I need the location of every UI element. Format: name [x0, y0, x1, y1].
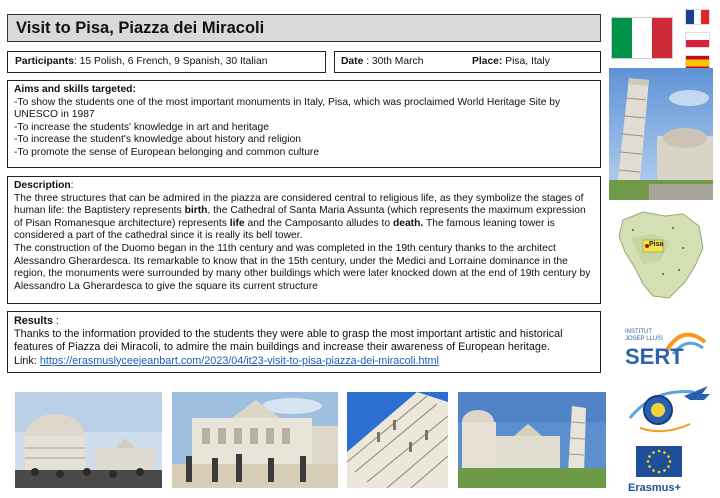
- date-value: : 30th March: [363, 56, 424, 67]
- participants-line: [15, 56, 267, 69]
- baptistery-photo: [15, 392, 162, 488]
- results-text: Thanks to the information provided to the students they were able to grasp the most important artistic and historical features of Piazza dei Miracoli, to admire the main buildings and increase their awareness of European heritage.: [14, 328, 563, 354]
- map-pisa-label: Pisa: [649, 241, 664, 248]
- sert-small-text: INSTITUT JOSEP LLUÍS: [625, 329, 663, 342]
- aims-item: -To increase the students' knowledge in art and heritage: [14, 121, 269, 133]
- tuscany-map: [613, 208, 707, 304]
- leaning-tower-photo: [609, 68, 713, 200]
- results-box: [7, 311, 601, 373]
- page-title: Visit to Pisa, Piazza dei Miracoli: [16, 19, 265, 37]
- eu-flag-icon: [636, 446, 682, 477]
- poland-flag-icon: [685, 32, 710, 48]
- aims-item: -To promote the sense of European belonging and common culture: [14, 146, 320, 158]
- description-box: [7, 176, 601, 304]
- cathedral-photo: [172, 392, 338, 488]
- emphasis-life: life: [229, 217, 245, 229]
- participants-label: Participants: [15, 56, 74, 67]
- results-heading: Results: [14, 315, 54, 327]
- emphasis-death: death.: [392, 217, 424, 229]
- piazza-panorama-photo: [458, 392, 606, 488]
- sert-logo: [623, 320, 707, 380]
- participants-value: : 15 Polish, 6 French, 9 Spanish, 30 Italian: [73, 56, 268, 67]
- aims-item: -To show the students one of the most important monuments in Italy, Pisa, which was proclaimed World Heritage Site by UNESCO in 1987: [14, 96, 561, 121]
- erasmus-label: Erasmus+: [628, 482, 681, 494]
- france-flag-icon: [685, 9, 710, 25]
- sert-big-text: SERT: [625, 344, 684, 369]
- description-text: The three structures that can be admired in the piazza are considered central to religious life, as they symbolize the stages of human life: the Baptistery represents: [14, 192, 584, 217]
- title-box: [7, 14, 601, 42]
- date-line: [341, 56, 423, 69]
- description-text: and the Camposanto alludes to: [244, 217, 393, 229]
- results-heading-line: [14, 315, 594, 328]
- description-heading-line: [14, 180, 594, 193]
- aims-heading: Aims and skills targeted:: [14, 84, 136, 95]
- description-paragraph-1: [14, 193, 594, 243]
- description-heading: Description: [14, 180, 71, 191]
- tower-closeup-photo: [347, 392, 448, 488]
- participants-box: [7, 51, 326, 73]
- place-label: Place:: [472, 56, 503, 67]
- place-line: [472, 56, 550, 69]
- date-label: Date: [341, 56, 364, 67]
- aims-box: [7, 80, 601, 168]
- date-place-box: [334, 51, 601, 73]
- results-link-line: [14, 355, 594, 368]
- description-paragraph-2: The construction of the Duomo began in the 11th century and was completed in the 19th century thanks to the architect Alessandro Gherardesca. Its remarkable to know that in the 15th century, under the Medici and Lorraine dominance in the region, the monuments were surrounded by many other buildings which were later knocked down at the end of 19th century by Alessandro La Gherardesca to give the square its current structure: [14, 242, 591, 292]
- results-link[interactable]: https://erasmuslyceejeanbart.com/2023/04/it23-visit-to-pisa-piazza-dei-miracoli.html: [39, 354, 439, 367]
- place-value: Pisa, Italy: [502, 56, 550, 67]
- description-text: , the Cathedral of Santa Maria Assunta (which represents the maximum expression of Pisan Romanesque architecture) represents: [14, 205, 586, 229]
- aims-item: -To increase the student's knowledge about history and religion: [14, 134, 302, 146]
- school-emblem: [624, 378, 710, 438]
- description-text: The famous leaning tower is considered a part of the cathedral since it is really its bell tower.: [14, 217, 555, 242]
- emphasis-birth: birth: [184, 205, 208, 217]
- italy-flag-icon: [611, 17, 673, 59]
- link-label: Link:: [14, 354, 40, 367]
- results-colon: :: [53, 315, 60, 327]
- description-colon: :: [70, 180, 74, 191]
